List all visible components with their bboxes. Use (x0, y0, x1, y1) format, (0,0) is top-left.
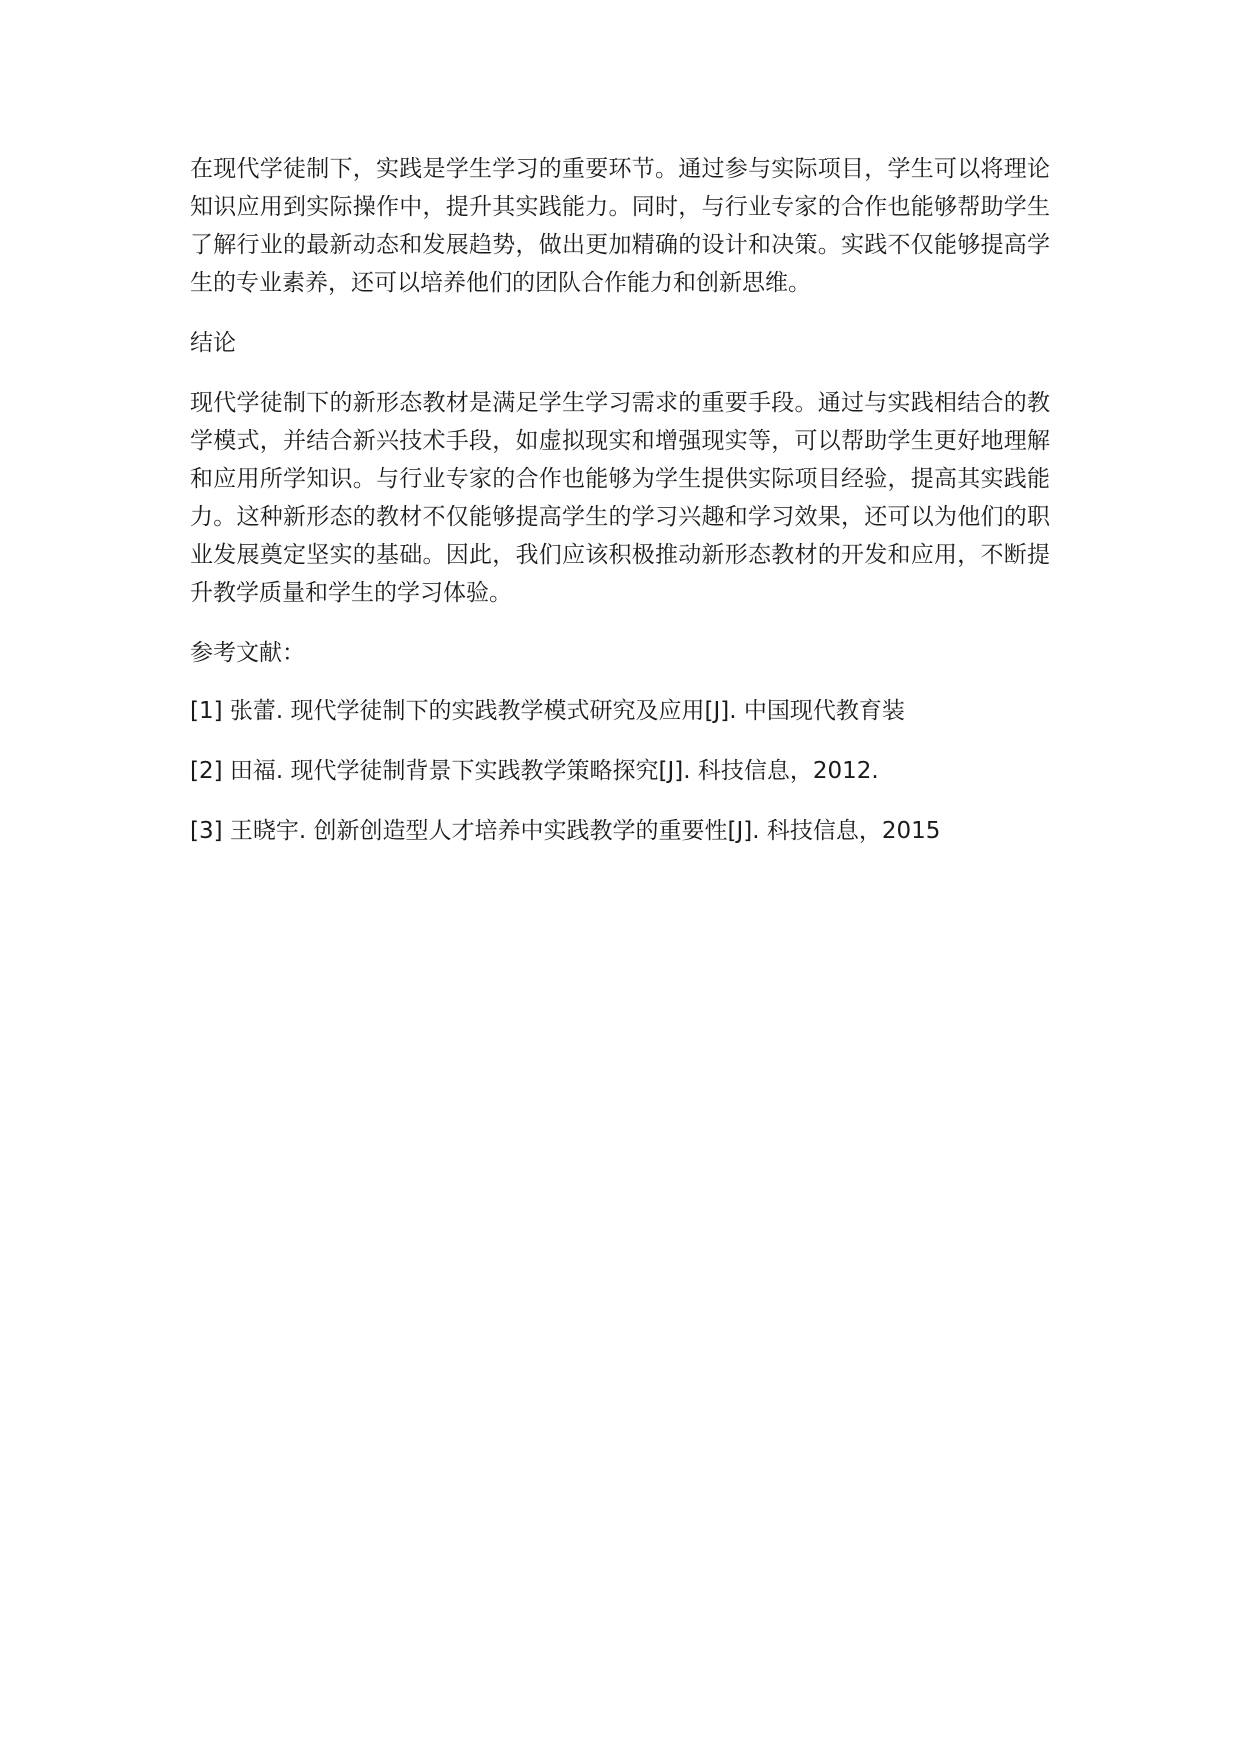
reference-list (190, 692, 1050, 850)
references-heading: 参考文献： (190, 640, 305, 666)
reference-item-3: [3] 王晓宇. 创新创造型人才培养中实践教学的重要性[J]. 科技信息，2015 (190, 818, 941, 844)
conclusion-paragraph: 现代学徒制下的新形态教材是满足学生学习需求的重要手段。通过与实践相结合的教学模式，并结合新兴技术手段，如虚拟现实和增强现实等，可以帮助学生更好地理解和应用所学知识。与行业专家的合作也能够为学生提供实际项目经验，提高其实践能力。这种新形态的教材不仅能够提高学生的学习兴趣和学习效果，还可以为他们的职业发展奠定坚实的基础。因此，我们应该积极推动新形态教材的开发和应用，不断提升教学质量和学生的学习体验。 (190, 390, 1050, 606)
reference-item-1: [1] 张蕾. 现代学徒制下的实践教学模式研究及应用[J]. 中国现代教育装 (190, 698, 905, 724)
document-body (190, 150, 1050, 872)
body-paragraph-practice: 在现代学徒制下，实践是学生学习的重要环节。通过参与实际项目，学生可以将理论知识应用到实际操作中，提升其实践能力。同时，与行业专家的合作也能够帮助学生了解行业的最新动态和发展趋势，做出更加精确的设计和决策。实践不仅能够提高学生的专业素养，还可以培养他们的团队合作能力和创新思维。 (190, 156, 1050, 296)
reference-item-2: [2] 田福. 现代学徒制背景下实践教学策略探究[J]. 科技信息，2012. (190, 758, 879, 784)
conclusion-heading: 结论 (190, 330, 236, 356)
